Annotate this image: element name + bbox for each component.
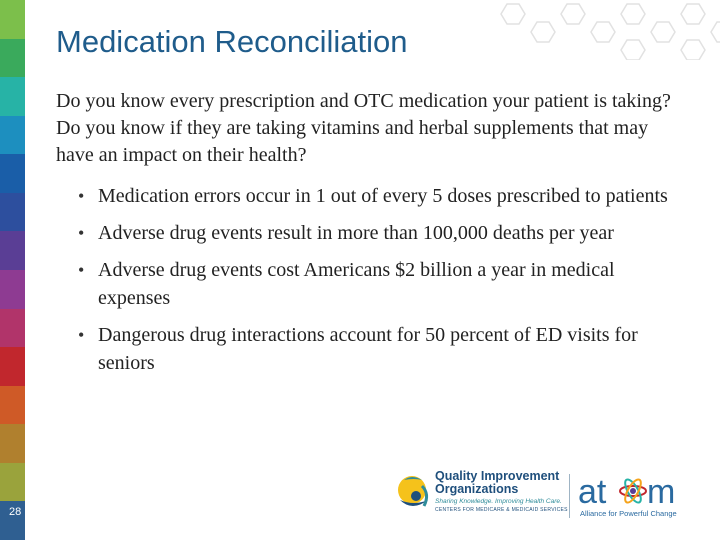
- page-number: 28: [9, 506, 22, 518]
- color-stripe-segment: [0, 116, 25, 155]
- color-stripe-segment: [0, 231, 25, 270]
- bullet-icon: •: [78, 325, 85, 345]
- atom-logo-letters-at: at: [578, 473, 607, 508]
- bullet-item: [78, 256, 688, 312]
- color-stripe-segment: [0, 0, 25, 39]
- logo-divider: [569, 474, 570, 518]
- color-stripe-segment: [0, 39, 25, 78]
- qio-name-line2: Organizations: [435, 482, 519, 496]
- atom-logo-letter-m: m: [647, 473, 676, 508]
- bullet-text: Adverse drug events result in more than 100,000 deaths per year: [98, 222, 614, 244]
- color-stripe-segment: [0, 193, 25, 232]
- qio-logo-text: [435, 470, 568, 513]
- color-stripe-segment: [0, 309, 25, 348]
- bullet-text: Dangerous drug interactions account for 50 percent of ED visits for seniors: [98, 324, 638, 374]
- bullet-icon: •: [78, 186, 85, 206]
- decorative-hexagon-pattern: [490, 0, 720, 60]
- color-stripe-segment: [0, 463, 25, 502]
- atom-tagline: Alliance for Powerful Change: [580, 509, 677, 518]
- qio-tagline: Sharing Knowledge. Improving Health Care.: [435, 498, 562, 505]
- bullet-text: Adverse drug events cost Americans $2 billion a year in medical expenses: [98, 259, 615, 309]
- color-stripe-segment: [0, 270, 25, 309]
- color-stripe-segment: [0, 154, 25, 193]
- slide-title: Medication Reconciliation: [56, 24, 408, 59]
- color-stripe-segment: [0, 424, 25, 463]
- bullet-item: [78, 219, 688, 247]
- qio-cms-line: CENTERS FOR MEDICARE & MEDICAID SERVICES: [435, 507, 568, 513]
- qio-name-line1: Quality Improvement: [435, 469, 560, 483]
- color-stripe-segment: [0, 347, 25, 386]
- bullet-item: [78, 182, 688, 210]
- intro-paragraph: Do you know every prescription and OTC medication your patient is taking? Do you know if they are taking vitamins and herbal supplements that may have an impact on their health?: [56, 90, 671, 166]
- bullet-icon: •: [78, 223, 85, 243]
- atom-logo-icon: [578, 472, 696, 508]
- bullet-item: [78, 321, 688, 377]
- bullet-icon: •: [78, 260, 85, 280]
- color-stripe-segment: [0, 386, 25, 425]
- color-stripe-segment: [0, 77, 25, 116]
- bullet-list: [78, 182, 688, 386]
- bullet-text: Medication errors occur in 1 out of every 5 doses prescribed to patients: [98, 185, 668, 207]
